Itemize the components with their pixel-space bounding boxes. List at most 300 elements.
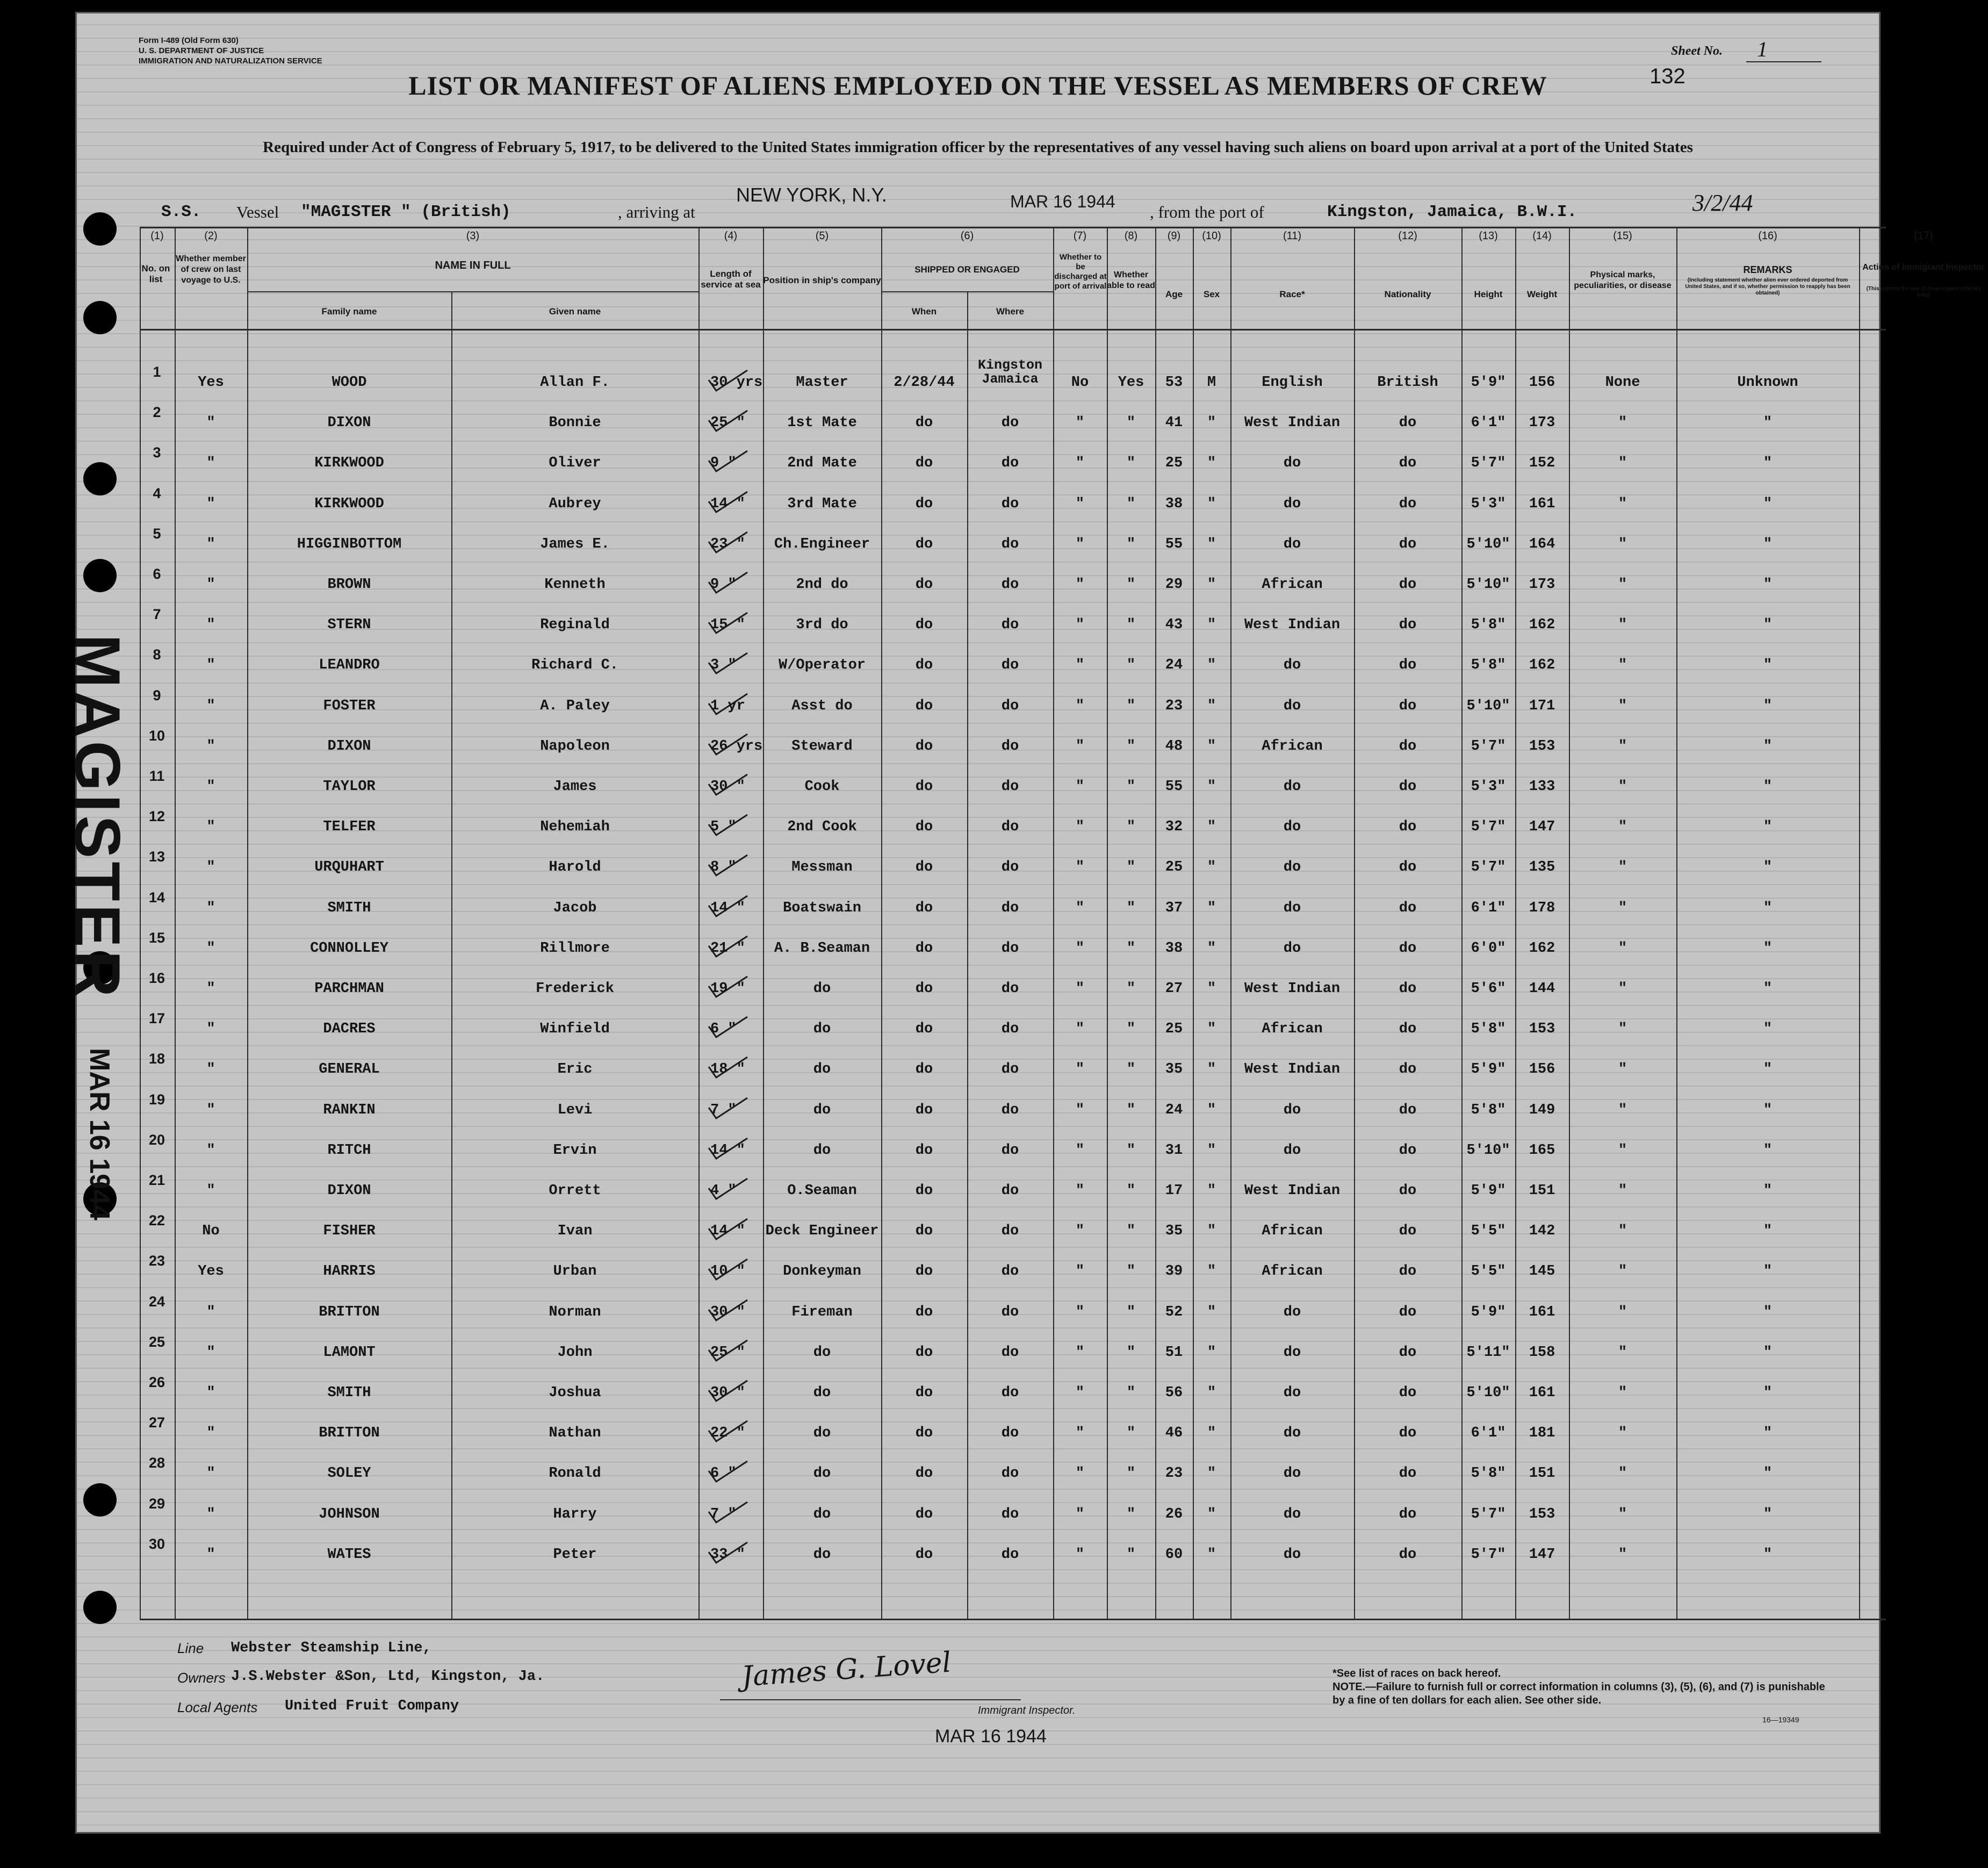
cell-member: "	[206, 900, 215, 916]
cell-sex: "	[1207, 859, 1216, 876]
cell-height: 5'9"	[1471, 1304, 1506, 1320]
cell-marks: "	[1618, 536, 1627, 552]
sheet-no-label: Sheet No.	[1671, 44, 1723, 58]
cell-member: "	[206, 455, 215, 472]
header-able-read: Whether able to read	[1107, 270, 1155, 290]
column-rule	[1107, 227, 1108, 1619]
cell-member: "	[206, 940, 215, 957]
cell-disch: "	[1075, 577, 1085, 593]
cell-remarks: "	[1763, 1223, 1773, 1240]
cell-family: HARRIS	[323, 1263, 376, 1280]
cell-sex: "	[1207, 1263, 1216, 1280]
cell-service: 26 yrs	[710, 738, 763, 755]
cell-where: do	[1001, 859, 1019, 876]
cell-remarks: "	[1763, 819, 1773, 836]
row-number: 7	[153, 606, 161, 623]
cell-nat: do	[1399, 1546, 1417, 1563]
row-number: 1	[153, 364, 161, 380]
header-family-name: Family name	[321, 306, 377, 317]
cell-remarks: "	[1763, 779, 1773, 795]
cell-sex: "	[1207, 1304, 1216, 1320]
check-mark	[707, 934, 739, 958]
cell-where: do	[1001, 698, 1019, 714]
cell-height: 5'5"	[1471, 1223, 1506, 1240]
cell-nat: do	[1399, 415, 1417, 432]
cell-height: 5'9"	[1471, 375, 1506, 391]
cell-nat: do	[1399, 495, 1417, 512]
column-rule	[175, 227, 176, 1619]
cell-service: 3 "	[710, 657, 737, 674]
cell-given: Norman	[549, 1304, 601, 1320]
column-number: (14)	[1532, 230, 1552, 242]
cell-remarks: "	[1763, 1183, 1773, 1199]
cell-height: 5'8"	[1471, 617, 1506, 634]
cell-service: 19 "	[710, 981, 745, 997]
cell-nat: do	[1399, 900, 1417, 916]
punch-hole	[83, 1483, 117, 1517]
cell-nat: do	[1399, 455, 1417, 472]
cell-sex: "	[1207, 617, 1216, 634]
cell-read: "	[1126, 536, 1136, 552]
cell-marks: "	[1618, 1344, 1627, 1361]
cell-age: 37	[1165, 900, 1183, 916]
cell-marks: "	[1618, 900, 1627, 916]
column-rule	[1155, 227, 1156, 1619]
cell-service: 14 "	[710, 1142, 745, 1159]
cell-nat: do	[1399, 859, 1417, 876]
cell-sex: "	[1207, 657, 1216, 674]
cell-family: TAYLOR	[323, 779, 376, 795]
cell-given: Bonnie	[549, 415, 601, 432]
column-number: (1)	[150, 230, 164, 242]
cell-where: do	[1001, 455, 1019, 472]
cell-where: do	[1001, 1102, 1019, 1118]
cell-family: BRITTON	[319, 1304, 380, 1320]
cell-sex: "	[1207, 900, 1216, 916]
cell-given: James	[553, 779, 597, 795]
cell-given: Levi	[557, 1102, 593, 1118]
cell-service: 30 "	[710, 1385, 745, 1401]
cell-nat: do	[1399, 779, 1417, 795]
column-number: (7)	[1073, 230, 1087, 242]
cell-age: 35	[1165, 1061, 1183, 1078]
cell-race: West Indian	[1244, 1061, 1341, 1078]
cell-given: Nehemiah	[540, 819, 610, 836]
column-number: (17)	[1914, 230, 1933, 242]
header-bottom-rule	[140, 329, 1886, 331]
cell-remarks: "	[1763, 1425, 1773, 1442]
punch-hole	[83, 212, 117, 246]
cell-marks: "	[1618, 495, 1627, 512]
cell-marks: "	[1618, 1061, 1627, 1078]
cell-given: Orrett	[549, 1183, 601, 1199]
row-number: 21	[148, 1172, 165, 1188]
header-race: Race*	[1279, 289, 1305, 299]
cell-where: do	[1001, 1142, 1019, 1159]
cell-weight: 147	[1529, 819, 1555, 836]
cell-remarks: "	[1763, 1263, 1773, 1280]
cell-position: O.Seaman	[787, 1183, 857, 1199]
cell-member: "	[206, 1546, 215, 1563]
cell-race: West Indian	[1244, 981, 1341, 997]
cell-position: do	[813, 1506, 831, 1522]
cell-when: do	[915, 1465, 933, 1482]
cell-when: do	[915, 657, 933, 674]
cell-height: 6'1"	[1471, 1425, 1506, 1442]
cell-weight: 161	[1529, 1385, 1555, 1401]
cell-when: do	[915, 981, 933, 997]
cell-age: 25	[1165, 455, 1183, 472]
cell-service: 22 "	[710, 1425, 745, 1442]
cell-disch: "	[1075, 1465, 1085, 1482]
header-weight: Weight	[1526, 289, 1558, 299]
cell-height: 6'1"	[1471, 415, 1506, 432]
cell-age: 55	[1165, 779, 1183, 795]
cell-position: Asst do	[791, 698, 853, 714]
cell-member: "	[206, 577, 215, 593]
cell-given: Ivan	[557, 1223, 593, 1240]
column-number: (5)	[815, 230, 829, 242]
cell-service: 18 "	[710, 1061, 745, 1078]
cell-family: SOLEY	[327, 1465, 371, 1482]
cell-where: Kingston Jamaica	[977, 357, 1043, 387]
arriving-port: NEW YORK, N.Y.	[736, 184, 887, 206]
cell-member: "	[206, 536, 215, 552]
sheet-no-line	[1746, 61, 1821, 62]
cell-weight: 156	[1529, 375, 1555, 391]
cell-marks: "	[1618, 455, 1627, 472]
header-height: Height	[1474, 289, 1503, 299]
cell-weight: 173	[1529, 415, 1555, 432]
cell-read: "	[1126, 738, 1136, 755]
cell-where: do	[1001, 1061, 1019, 1078]
header-when: When	[911, 306, 937, 317]
column-number: (12)	[1398, 230, 1417, 242]
cell-race: do	[1283, 900, 1301, 916]
cell-member: "	[206, 1142, 215, 1159]
cell-service: 30 "	[710, 779, 745, 795]
check-mark	[707, 530, 739, 554]
cell-when: do	[915, 1546, 933, 1563]
cell-remarks: "	[1763, 1506, 1773, 1522]
cell-where: do	[1001, 1425, 1019, 1442]
header-given-name: Given name	[549, 306, 601, 317]
cell-given: Rillmore	[540, 940, 610, 957]
row-number: 13	[148, 849, 165, 865]
header-action-note: (This column for use of Government officials only)	[1866, 286, 1981, 298]
table-top-rule	[140, 227, 1886, 228]
cell-height: 5'10"	[1466, 1142, 1510, 1159]
cell-age: 25	[1165, 1021, 1183, 1038]
cell-weight: 145	[1529, 1263, 1555, 1280]
cell-marks: "	[1618, 859, 1627, 876]
cell-nat: do	[1399, 577, 1417, 593]
cell-service: 5 "	[710, 819, 737, 836]
cell-where: do	[1001, 1304, 1019, 1320]
cell-age: 39	[1165, 1263, 1183, 1280]
cell-given: Eric	[557, 1061, 593, 1078]
cell-position: do	[813, 1344, 831, 1361]
column-number: (6)	[960, 230, 974, 242]
cell-where: do	[1001, 577, 1019, 593]
cell-age: 55	[1165, 536, 1183, 552]
cell-read: "	[1126, 779, 1136, 795]
cell-when: do	[915, 1263, 933, 1280]
cell-when: do	[915, 1304, 933, 1320]
footer-line-value: Webster Steamship Line,	[231, 1640, 431, 1656]
cell-height: 5'9"	[1471, 1183, 1506, 1199]
cell-age: 48	[1165, 738, 1183, 755]
cell-position: 2nd Mate	[787, 455, 857, 472]
header-no-on-list: No. on list	[141, 263, 170, 284]
cell-weight: 178	[1529, 900, 1555, 916]
header-member: Whether member of crew on last voyage to U.S.	[176, 254, 246, 285]
cell-member: "	[206, 698, 215, 714]
cell-read: "	[1126, 617, 1136, 634]
cell-disch: "	[1075, 495, 1085, 512]
cell-marks: "	[1618, 738, 1627, 755]
cell-sex: "	[1207, 1425, 1216, 1442]
cell-member: "	[206, 415, 215, 432]
handwritten-date: 3/2/44	[1692, 190, 1753, 216]
check-mark	[707, 1378, 739, 1402]
cell-marks: "	[1618, 1102, 1627, 1118]
cell-service: 30 yrs	[710, 375, 763, 391]
cell-family: PARCHMAN	[314, 981, 384, 997]
cell-nat: do	[1399, 1263, 1417, 1280]
form-id-line: IMMIGRATION AND NATURALIZATION SERVICE	[139, 56, 322, 66]
row-number: 4	[153, 485, 161, 501]
cell-position: Ch.Engineer	[774, 536, 870, 552]
cell-race: do	[1283, 1506, 1301, 1522]
cell-height: 5'7"	[1471, 738, 1506, 755]
cell-when: do	[915, 536, 933, 552]
cell-where: do	[1001, 1021, 1019, 1038]
cell-sex: M	[1207, 375, 1216, 391]
cell-read: "	[1126, 1183, 1136, 1199]
form-code: 16—19349	[1762, 1715, 1799, 1724]
check-mark	[707, 1257, 739, 1281]
from-label: , from the port of	[1150, 203, 1264, 221]
check-mark	[707, 449, 739, 472]
cell-when: do	[915, 1142, 933, 1159]
column-rule	[1461, 227, 1463, 1619]
check-mark	[707, 974, 739, 998]
cell-disch: "	[1075, 1304, 1085, 1320]
vessel-name: "MAGISTER " (British)	[301, 203, 511, 221]
cell-marks: "	[1618, 1425, 1627, 1442]
cell-sex: "	[1207, 819, 1216, 836]
cell-read: "	[1126, 577, 1136, 593]
cell-member: "	[206, 738, 215, 755]
column-rule	[1193, 227, 1194, 1619]
cell-marks: "	[1618, 779, 1627, 795]
cell-where: do	[1001, 415, 1019, 432]
cell-age: 38	[1165, 940, 1183, 957]
check-mark	[707, 1015, 739, 1038]
row-number: 28	[148, 1455, 165, 1471]
cell-where: do	[1001, 981, 1019, 997]
cell-race: do	[1283, 1546, 1301, 1563]
cell-nat: do	[1399, 981, 1417, 997]
note-failure: NOTE.—Failure to furnish full or correct information in columns (3), (5), (6), and (7) is punishable by a fine of ten dollars for each alien. See other side.	[1332, 1681, 1825, 1706]
cell-nat: do	[1399, 1102, 1417, 1118]
cell-remarks: "	[1763, 536, 1773, 552]
cell-nat: do	[1399, 698, 1417, 714]
cell-sex: "	[1207, 415, 1216, 432]
check-mark	[707, 732, 739, 756]
cell-member: "	[206, 859, 215, 876]
cell-given: Nathan	[549, 1425, 601, 1442]
cell-height: 5'7"	[1471, 1506, 1506, 1522]
punch-hole	[83, 301, 117, 334]
vessel-label: Vessel	[236, 203, 279, 221]
cell-sex: "	[1207, 779, 1216, 795]
cell-height: 6'0"	[1471, 940, 1506, 957]
cell-position: do	[813, 1385, 831, 1401]
cell-position: A. B.Seaman	[774, 940, 870, 957]
cell-position: 2nd do	[796, 577, 848, 593]
cell-height: 5'7"	[1471, 819, 1506, 836]
row-number: 23	[148, 1253, 165, 1269]
column-number: (11)	[1283, 230, 1302, 242]
inspector-signature: James G. Lovel	[740, 1646, 953, 1693]
cell-given: Frederick	[536, 981, 614, 997]
cell-weight: 181	[1529, 1425, 1555, 1442]
cell-weight: 165	[1529, 1142, 1555, 1159]
cell-marks: "	[1618, 617, 1627, 634]
cell-marks: None	[1605, 375, 1640, 391]
cell-height: 5'7"	[1471, 859, 1506, 876]
cell-remarks: "	[1763, 657, 1773, 674]
check-mark	[707, 490, 739, 513]
cell-race: do	[1283, 1304, 1301, 1320]
cell-when: do	[915, 495, 933, 512]
cell-given: Aubrey	[549, 495, 601, 512]
cell-age: 60	[1165, 1546, 1183, 1563]
cell-race: do	[1283, 657, 1301, 674]
cell-race: do	[1283, 1425, 1301, 1442]
column-number: (15)	[1613, 230, 1632, 242]
cell-disch: "	[1075, 779, 1085, 795]
cell-height: 5'11"	[1466, 1344, 1510, 1361]
cell-read: "	[1126, 1506, 1136, 1522]
margin-vessel-stamp: MAGISTER	[61, 634, 133, 1001]
cell-where: do	[1001, 738, 1019, 755]
cell-read: "	[1126, 1425, 1136, 1442]
cell-when: do	[915, 819, 933, 836]
cell-member: "	[206, 1102, 215, 1118]
column-rule	[1676, 227, 1677, 1619]
cell-position: Donkeyman	[783, 1263, 861, 1280]
cell-service: 14 "	[710, 1223, 745, 1240]
cell-height: 5'8"	[1471, 1465, 1506, 1482]
row-number: 6	[153, 566, 161, 582]
cell-remarks: "	[1763, 415, 1773, 432]
cell-member: "	[206, 1344, 215, 1361]
cell-when: do	[915, 1021, 933, 1038]
cell-when: 2/28/44	[894, 375, 955, 391]
cell-member: "	[206, 981, 215, 997]
cell-race: do	[1283, 1465, 1301, 1482]
check-mark	[707, 610, 739, 634]
cell-when: do	[915, 900, 933, 916]
page-subtitle: Required under Act of Congress of February 5, 1917, to be delivered to the United States immigration officer by the representatives of any vessel having such aliens on board upon arrival at a port of the United States	[263, 139, 1693, 156]
cell-when: do	[915, 859, 933, 876]
cell-given: Winfield	[540, 1021, 610, 1038]
cell-position: do	[813, 1425, 831, 1442]
cell-given: Peter	[553, 1546, 597, 1563]
cell-weight: 151	[1529, 1183, 1555, 1199]
cell-remarks: "	[1763, 1304, 1773, 1320]
cell-remarks: "	[1763, 617, 1773, 634]
cell-read: "	[1126, 455, 1136, 472]
cell-marks: "	[1618, 819, 1627, 836]
cell-given: Ervin	[553, 1142, 597, 1159]
check-mark	[707, 894, 739, 917]
cell-family: BRITTON	[319, 1425, 380, 1442]
cell-remarks: "	[1763, 455, 1773, 472]
cell-height: 6'1"	[1471, 900, 1506, 916]
row-number: 29	[148, 1495, 165, 1512]
cell-disch: "	[1075, 1183, 1085, 1199]
cell-nat: do	[1399, 1142, 1417, 1159]
cell-race: West Indian	[1244, 1183, 1341, 1199]
cell-sex: "	[1207, 1506, 1216, 1522]
cell-marks: "	[1618, 657, 1627, 674]
punch-hole	[83, 1591, 117, 1624]
row-number: 26	[148, 1374, 165, 1390]
row-number: 22	[148, 1212, 165, 1229]
cell-remarks: "	[1763, 1344, 1773, 1361]
arrival-date: MAR 16 1944	[1010, 192, 1115, 211]
cell-marks: "	[1618, 1142, 1627, 1159]
cell-marks: "	[1618, 577, 1627, 593]
cell-read: Yes	[1118, 375, 1144, 391]
column-number: (2)	[204, 230, 218, 242]
cell-marks: "	[1618, 1223, 1627, 1240]
cell-member: Yes	[198, 1263, 224, 1280]
cell-weight: 162	[1529, 940, 1555, 957]
cell-service: 14 "	[710, 495, 745, 512]
cell-weight: 142	[1529, 1223, 1555, 1240]
cell-where: do	[1001, 1223, 1019, 1240]
cell-weight: 158	[1529, 1344, 1555, 1361]
cell-marks: "	[1618, 1546, 1627, 1563]
cell-disch: "	[1075, 1223, 1085, 1240]
manifest-sheet	[75, 12, 1985, 1834]
cell-position: Master	[796, 375, 848, 391]
cell-given: A. Paley	[540, 698, 610, 714]
row-number: 9	[153, 687, 161, 703]
column-number: (10)	[1202, 230, 1221, 242]
cell-service: 30 "	[710, 1304, 745, 1320]
check-mark	[707, 1055, 739, 1079]
cell-nat: do	[1399, 1344, 1417, 1361]
cell-family: LAMONT	[323, 1344, 376, 1361]
cell-remarks: "	[1763, 900, 1773, 916]
cell-weight: 161	[1529, 1304, 1555, 1320]
form-id	[139, 35, 322, 66]
cell-read: "	[1126, 1344, 1136, 1361]
cell-age: 51	[1165, 1344, 1183, 1361]
check-mark	[707, 368, 739, 392]
cell-weight: 153	[1529, 1021, 1555, 1038]
cell-race: African	[1262, 577, 1323, 593]
cell-where: do	[1001, 940, 1019, 957]
cell-race: do	[1283, 819, 1301, 836]
inspection-date-stamp: MAR 16 1944	[935, 1726, 1047, 1747]
